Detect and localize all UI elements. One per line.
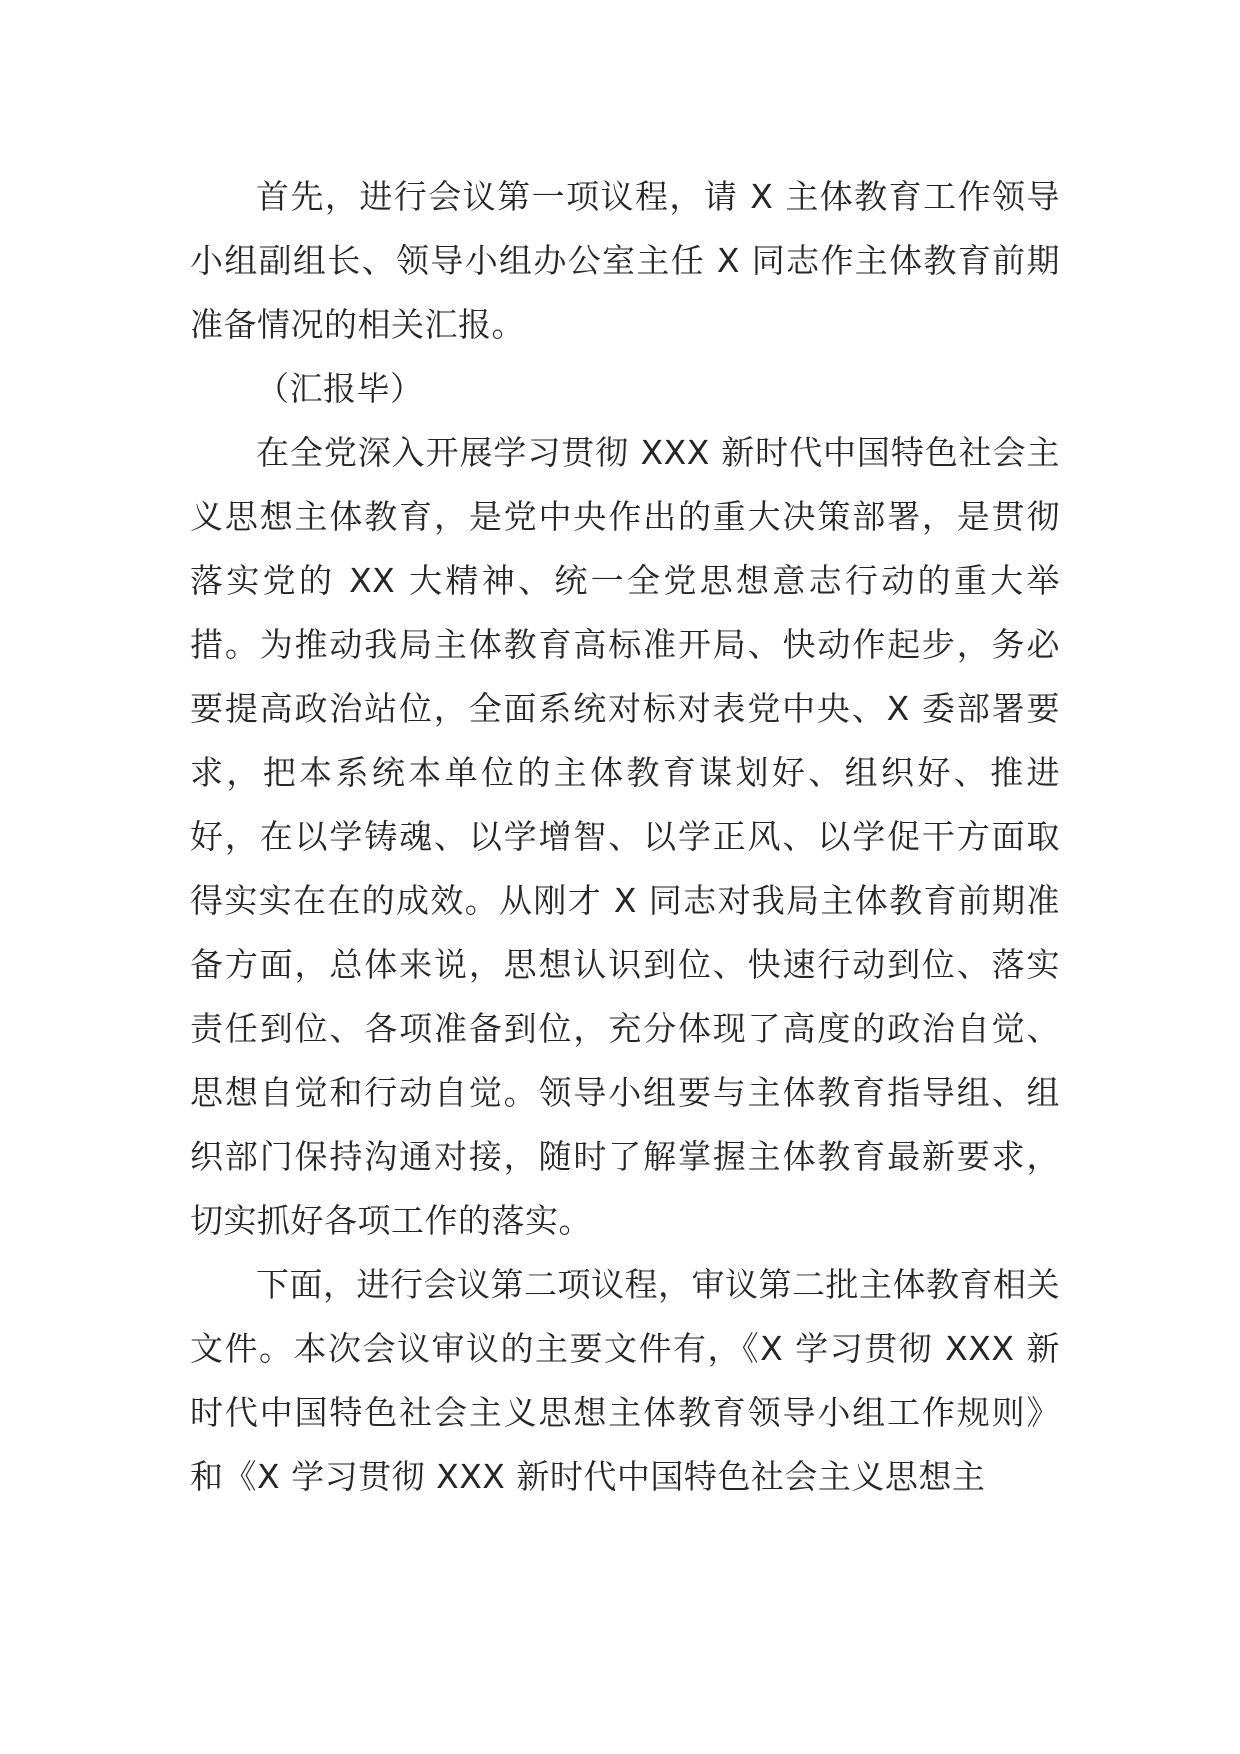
document-body [190, 165, 1060, 1509]
paragraph-main-remarks: 在全党深入开展学习贯彻 XXX 新时代中国特色社会主义思想主体教育，是党中央作出的重大决策部署，是贯彻落实党的 XX 大精神、统一全党思想意志行动的重大举措。为推动我局主体教育高标准开局、快动作起步，务必要提高政治站位，全面系统对标对表党中央、X 委部署要求，把本系统本单位的主体教育谋划好、组织好、推进好，在以学铸魂、以学增智、以学正风、以学促干方面取得实实在在的成效。从刚才 X 同志对我局主体教育前期准备方面，总体来说，思想认识到位、快速行动到位、落实责任到位、各项准备到位，充分体现了高度的政治自觉、思想自觉和行动自觉。领导小组要与主体教育指导组、组织部门保持沟通对接，随时了解掌握主体教育最新要求，切实抓好各项工作的落实。 [190, 433, 1060, 1240]
paragraph-report-end-note: （汇报毕） [256, 369, 424, 408]
paragraph-first-agenda: 首先，进行会议第一项议程，请 X 主体教育工作领导小组副组长、领导小组办公室主任 X 同志作主体教育前期准备情况的相关汇报。 [190, 177, 1060, 344]
paragraph-second-agenda: 下面，进行会议第二项议程，审议第二批主体教育相关文件。本次会议审议的主要文件有，《X 学习贯彻 XXX 新时代中国特色社会主义思想主体教育领导小组工作规则》和《X 学习贯彻 XXX 新时代中国特色社会主义思想主 [190, 1265, 1060, 1496]
